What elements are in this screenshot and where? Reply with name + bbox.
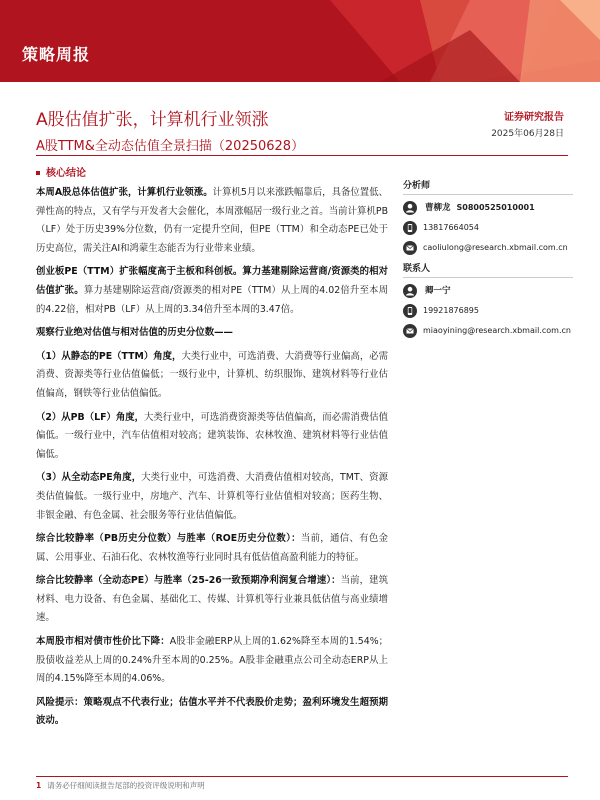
paragraph-lead: 综合比较静率（PB历史分位数）与胜率（ROE历史分位数）：	[36, 533, 301, 545]
paragraph-body: A股非金融ERP从上周的1.62%降至本周的1.54%；股债收益差从上周的0.24%升至本周的0.25%。A股非金融重点公司全动态ERP从上周的4.15%降至本周的4.06%。	[36, 636, 388, 685]
report-title: A股估值扩张，计算机行业领涨	[36, 110, 269, 130]
person-icon	[403, 284, 417, 298]
person-icon	[403, 201, 417, 215]
paragraph	[36, 530, 388, 567]
contact-phone: 19921876895	[423, 306, 479, 315]
risk-warning	[36, 694, 388, 731]
report-subtitle: A股TTM&全动态估值全景扫描（20250628）	[36, 139, 305, 154]
paragraph-body: 大类行业中，可选消费、大消费估值相对较高，TMT、资源类估值偏低。一级行业中，房地产、汽车、计算机等行业估值相对较高；医药生物、非银金融、有色金属、社会服务等行业估值偏低。	[36, 472, 388, 521]
contact-name: 卿一宁	[425, 286, 451, 296]
banner-decoration	[0, 0, 600, 82]
paragraph-body: 大类行业中，可选消费、大消费等行业偏高，必需消费、资源类等行业估值偏低；一级行业中，计算机、纺织服饰、建筑材料等行业估值偏高，钢铁等行业估值偏低。	[36, 350, 388, 399]
contact-phone-row	[403, 304, 573, 318]
paragraph-lead: （3）从全动态PE角度，	[36, 472, 142, 484]
paragraph-lead: 创业板PE（TTM）扩张幅度高于主板和科创板。算力基建剔除运营商/资源类的相对估值扩张。	[36, 266, 388, 296]
analyst-cert: S0800525010001	[456, 203, 535, 212]
email-icon	[403, 324, 417, 338]
paragraph	[36, 263, 388, 319]
paragraph-lead: （2）从PB（LF）角度，	[36, 411, 145, 423]
email-icon	[403, 241, 417, 255]
paragraph-lead: 本周股市相对债市性价比下降：	[36, 636, 170, 648]
paragraph	[36, 409, 388, 465]
brand-title: 策略周报	[22, 45, 91, 64]
contact-name-row	[403, 284, 573, 298]
title-divider	[36, 155, 568, 156]
paragraph-body: 大类行业中，可选消费资源类等估值偏高，而必需消费估值偏低。一级行业中，汽车估值相对较高；建筑装饰、农林牧渔、建筑材料等行业估值偏低。	[36, 411, 388, 460]
page-number: 1	[36, 781, 42, 790]
analyst-name-row	[403, 201, 573, 215]
analyst-phone-row	[403, 221, 573, 235]
phone-icon	[403, 221, 417, 235]
paragraph-lead: 本周A股总体估值扩张，计算机行业领涨。	[36, 187, 213, 198]
report-type: 证券研究报告	[504, 112, 564, 123]
paragraph-body: 算力基建剔除运营商/资源类的相对PE（TTM）从上周的4.02倍升至本周的4.22倍，相对PB（LF）从上周的3.34倍升至本周的3.47倍。	[36, 284, 388, 315]
sidebar	[403, 178, 573, 344]
paragraph	[36, 184, 388, 258]
footer-divider	[36, 776, 568, 777]
report-date: 2025年06月28日	[491, 129, 564, 139]
paragraph-lead: 观察行业绝对估值与相对估值的历史分位数——	[36, 327, 233, 339]
contact-label: 联系人	[403, 261, 573, 278]
paragraph-lead: （1）从静态的PE（TTM）角度，	[36, 350, 182, 362]
paragraph-lead: 综合比较静率（全动态PE）与胜率（25-26一致预期净利润复合增速）：	[36, 575, 341, 587]
bullet-icon	[36, 171, 40, 175]
analyst-label: 分析师	[403, 178, 573, 195]
paragraph-lead: 风险提示：策略观点不代表行业；估值水平并不代表股价走势；盈利环境发生超预期波动。	[36, 696, 388, 727]
analyst-phone: 13817664054	[423, 223, 479, 232]
analyst-email-row[interactable]	[403, 241, 573, 255]
main-content	[36, 184, 388, 736]
footer	[36, 780, 205, 791]
paragraph	[36, 633, 388, 689]
analyst-name: 曹柳龙	[425, 203, 451, 213]
contact-email-row[interactable]	[403, 324, 573, 338]
contact-email[interactable]: miaoyining@research.xbmail.com.cn	[423, 326, 571, 335]
paragraph	[36, 348, 388, 404]
footer-disclaimer: 请务必仔细阅读报告尾部的投资评级说明和声明	[47, 781, 205, 790]
paragraph-body: 计算机5月以来涨跌幅靠后，具备位置低、弹性高的特点，又有学与开发者大会催化，本周涨幅居一级行业之首。当前计算机PB（LF）处于历史39%分位数，仍有一定提升空间，但PE（TTM）和全动态PE已处于历史高位，需关注AI和鸿蒙生态能否为行业带来业绩。	[36, 187, 389, 254]
analyst-email[interactable]: caoliulong@research.xbmail.com.cn	[423, 243, 568, 252]
paragraph	[36, 324, 388, 343]
paragraph	[36, 572, 388, 628]
section-heading-text: 核心结论	[46, 168, 86, 179]
paragraph-body: 当前，通信、有色金属、公用事业、石油石化、农林牧渔等行业同时具有低估值高盈利能力的特征。	[36, 533, 388, 563]
phone-icon	[403, 304, 417, 318]
paragraph	[36, 469, 388, 525]
section-heading	[36, 164, 86, 179]
paragraph-body: 当前，建筑材料、电力设备、有色金属、基础化工、传媒、计算机等行业兼具低估值与高业绩增速。	[36, 575, 388, 624]
header-banner	[0, 0, 600, 82]
